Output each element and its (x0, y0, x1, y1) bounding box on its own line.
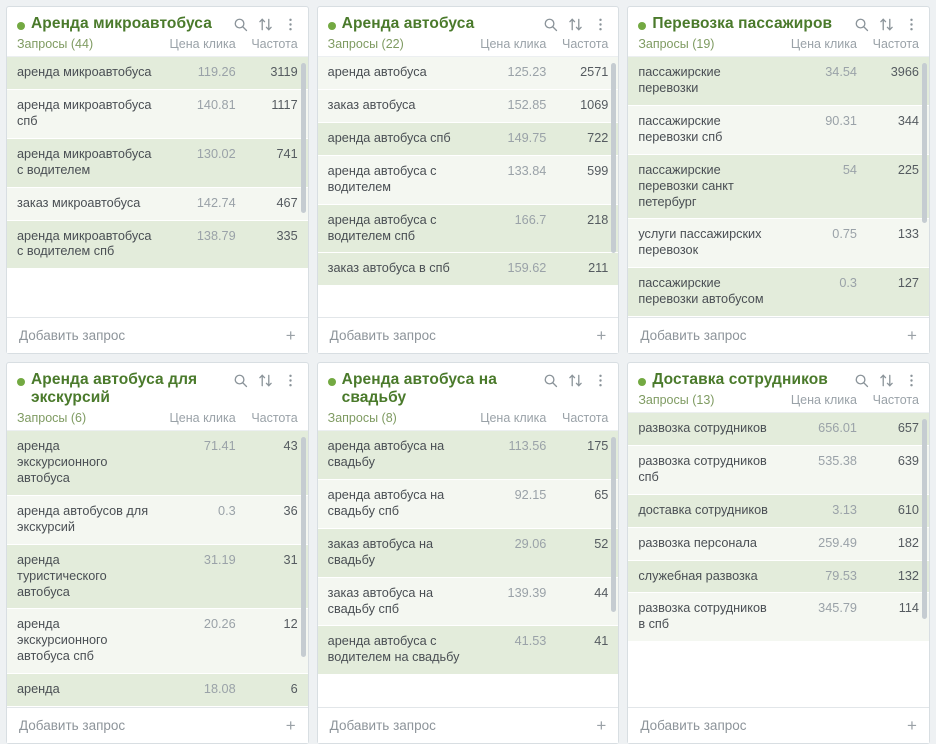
column-headers (7, 35, 308, 56)
table-row[interactable] (628, 219, 929, 268)
column-header-frequency: Частота (561, 37, 609, 52)
plus-icon: + (285, 715, 296, 735)
card-header (628, 363, 929, 391)
plus-icon: + (285, 325, 296, 345)
table-row[interactable] (7, 674, 308, 707)
plus-icon: + (907, 325, 917, 345)
click-price-value: 0.75 (832, 227, 857, 242)
card-title-wrap (328, 15, 536, 33)
card-title-wrap (17, 15, 225, 33)
click-price-value: 142.74 (196, 195, 236, 210)
table-row[interactable] (318, 253, 619, 286)
vertical-scrollbar[interactable] (611, 63, 616, 253)
query-count-label: Запросы (44) (17, 37, 94, 52)
vertical-scrollbar[interactable] (301, 63, 306, 213)
frequency-value: 133 (897, 227, 919, 242)
status-dot-icon (17, 22, 25, 30)
frequency-value: 1117 (271, 98, 298, 113)
keyword-text: служебная развозка (638, 568, 758, 583)
click-price-value: 152.85 (507, 98, 547, 113)
column-header-price: Цена клика (480, 411, 547, 426)
column-header-price: Цена клика (790, 37, 857, 52)
table-row[interactable] (318, 205, 619, 254)
table-row[interactable] (628, 593, 929, 642)
page-title: Аренда автобуса на свадьбу (341, 370, 497, 407)
plus-icon: + (596, 325, 607, 345)
keyword-text: заказ автобуса на свадьбу (327, 536, 434, 567)
vertical-scrollbar[interactable] (611, 437, 616, 612)
vertical-scrollbar[interactable] (922, 63, 927, 223)
click-price-value: 3.13 (832, 502, 857, 517)
keyword-text: аренда экскурсионного автобуса спб (17, 617, 108, 664)
table-row[interactable] (7, 139, 308, 188)
more-vertical-icon[interactable] (904, 373, 919, 388)
query-count-label: Запросы (13) (638, 393, 715, 408)
keyword-group-card (627, 6, 930, 354)
keyword-text: развозка сотрудников спб (638, 454, 767, 484)
keyword-text: аренда автобуса на свадьбу (327, 439, 445, 470)
frequency-value: 225 (897, 162, 919, 177)
add-query-label: Добавить запрос (329, 717, 436, 733)
more-vertical-icon[interactable] (593, 373, 608, 388)
keyword-text: аренда микроавтобуса (17, 65, 152, 80)
keyword-text: услуги пассажирских перевозок (638, 227, 762, 258)
click-price-value: 125.23 (507, 65, 547, 80)
frequency-value: 335 (276, 228, 298, 243)
table-row[interactable] (7, 431, 308, 496)
column-headers (318, 409, 619, 430)
column-headers (318, 35, 619, 56)
frequency-value: 639 (897, 454, 919, 469)
click-price-value: 92.15 (514, 488, 547, 503)
table-row[interactable] (7, 221, 308, 270)
frequency-value: 132 (897, 568, 919, 583)
add-query-label: Добавить запрос (19, 327, 126, 343)
keyword-text: аренда микроавтобуса с водителем спб (17, 228, 152, 259)
keyword-text: аренда автобуса на свадьбу спб (327, 488, 445, 519)
table-row[interactable] (318, 529, 619, 578)
click-price-value: 119.26 (197, 65, 236, 80)
frequency-value: 599 (587, 163, 609, 178)
click-price-value: 29.06 (514, 536, 547, 551)
add-query-button[interactable] (7, 707, 308, 743)
click-price-value: 54 (842, 162, 857, 177)
frequency-value: 741 (276, 146, 298, 161)
keyword-text: заказ микроавтобуса (17, 195, 141, 210)
sort-icon[interactable] (258, 373, 273, 388)
frequency-value: 2571 (580, 65, 609, 80)
frequency-value: 610 (897, 502, 919, 517)
click-price-value: 31.19 (203, 552, 236, 567)
keyword-group-card (627, 362, 930, 744)
frequency-value: 722 (587, 131, 609, 146)
frequency-value: 6 (290, 682, 298, 697)
add-query-button[interactable] (318, 707, 619, 743)
table-row[interactable] (7, 545, 308, 610)
click-price-value: 149.75 (507, 131, 547, 146)
search-icon[interactable] (543, 373, 558, 388)
column-header-price: Цена клика (169, 37, 236, 52)
column-headers (628, 35, 929, 56)
status-dot-icon (328, 22, 336, 30)
add-query-button[interactable] (628, 707, 929, 743)
vertical-scrollbar[interactable] (301, 437, 306, 657)
add-query-label: Добавить запрос (640, 327, 747, 343)
table-row[interactable] (7, 496, 308, 545)
card-header (628, 7, 929, 35)
table-row[interactable] (628, 155, 929, 220)
keyword-group-card (6, 362, 309, 744)
search-icon[interactable] (854, 17, 869, 32)
keyword-text: развозка персонала (638, 535, 757, 550)
table-row[interactable] (628, 561, 929, 594)
keyword-text: доставка сотрудников (638, 502, 768, 517)
click-price-value: 79.53 (825, 568, 857, 583)
click-price-value: 20.26 (203, 617, 236, 632)
frequency-value: 44 (594, 585, 609, 600)
table-row[interactable] (628, 495, 929, 528)
frequency-value: 41 (594, 634, 609, 649)
keyword-text: заказ автобуса (327, 98, 416, 113)
frequency-value: 175 (587, 439, 609, 454)
column-header-frequency: Частота (872, 393, 919, 408)
card-header (318, 7, 619, 35)
frequency-value: 3966 (890, 65, 919, 80)
table-row[interactable] (318, 626, 619, 675)
search-icon[interactable] (233, 17, 248, 32)
sort-icon[interactable] (568, 373, 583, 388)
keyword-text: пассажирские перевозки санкт петербург (638, 162, 734, 209)
frequency-value: 218 (587, 212, 609, 227)
keyword-group-card (317, 362, 620, 744)
page-title: Аренда автобуса для экскурсий (31, 370, 198, 407)
query-count-label: Запросы (8) (327, 411, 397, 426)
table-row[interactable] (7, 188, 308, 221)
click-price-value: 656.01 (818, 421, 857, 436)
page-title: Доставка сотрудников (652, 370, 828, 388)
table-row[interactable] (7, 609, 308, 674)
query-count-label: Запросы (6) (17, 411, 87, 426)
table-row[interactable] (628, 413, 929, 446)
column-header-frequency: Частота (251, 37, 298, 52)
keyword-text: аренда туристического автобуса (17, 552, 107, 599)
click-price-value: 345.79 (818, 601, 857, 616)
table-row[interactable] (318, 578, 619, 627)
frequency-value: 467 (276, 195, 298, 210)
page-title: Перевозка пассажиров (652, 15, 833, 32)
frequency-value: 127 (897, 276, 919, 291)
column-header-frequency: Частота (251, 411, 298, 426)
table-row[interactable] (628, 268, 929, 317)
keyword-text: развозка сотрудников в спб (638, 601, 767, 632)
keyword-text: заказ автобуса на свадьбу спб (327, 585, 434, 616)
card-actions (233, 371, 298, 388)
frequency-value: 43 (283, 439, 298, 454)
keyword-text: пассажирские перевозки автобусом (638, 276, 764, 307)
add-query-button[interactable] (628, 317, 929, 353)
keyword-group-card (6, 6, 309, 354)
column-header-price: Цена клика (480, 37, 547, 52)
keyword-text: развозка сотрудников (638, 421, 767, 436)
frequency-value: 114 (898, 601, 919, 616)
column-header-price: Цена клика (169, 411, 236, 426)
card-header (7, 7, 308, 35)
click-price-value: 138.79 (196, 228, 236, 243)
click-price-value: 139.39 (507, 585, 547, 600)
status-dot-icon (328, 378, 336, 386)
keyword-text: аренда автобусов для экскурсий (17, 504, 149, 534)
keyword-text: аренда автобуса с водителем (327, 163, 437, 194)
column-header-frequency: Частота (872, 37, 919, 52)
click-price-value: 166.7 (514, 212, 547, 227)
card-title-wrap (328, 371, 536, 408)
status-dot-icon (638, 22, 646, 30)
more-vertical-icon[interactable] (593, 17, 608, 32)
table-row[interactable] (318, 156, 619, 205)
column-headers (7, 409, 308, 430)
add-query-label: Добавить запрос (640, 717, 747, 733)
add-query-label: Добавить запрос (19, 717, 126, 733)
plus-icon: + (907, 715, 917, 735)
add-query-button[interactable] (7, 317, 308, 353)
keyword-text: аренда автобуса с водителем спб (327, 212, 437, 243)
keyword-text: аренда микроавтобуса с водителем (17, 146, 152, 177)
keyword-list (318, 430, 619, 707)
card-header (7, 363, 308, 410)
keyword-text: аренда микроавтобуса спб (17, 98, 152, 129)
frequency-value: 12 (283, 617, 298, 632)
keyword-text: аренда автобуса (327, 65, 427, 80)
click-price-value: 259.49 (818, 535, 857, 550)
card-actions (543, 371, 608, 388)
column-header-frequency: Частота (561, 411, 609, 426)
click-price-value: 159.62 (507, 261, 547, 276)
table-row[interactable] (318, 123, 619, 156)
table-row[interactable] (318, 57, 619, 90)
click-price-value: 71.41 (203, 439, 236, 454)
add-query-label: Добавить запрос (329, 327, 436, 343)
table-row[interactable] (318, 431, 619, 480)
keyword-text: аренда автобуса спб (327, 131, 451, 146)
more-vertical-icon[interactable] (283, 17, 298, 32)
card-actions (233, 15, 298, 32)
card-title-wrap (638, 371, 846, 389)
frequency-value: 1069 (580, 98, 609, 113)
table-row[interactable] (628, 528, 929, 561)
status-dot-icon (17, 378, 25, 386)
sort-icon[interactable] (258, 17, 273, 32)
page-title: Аренда микроавтобуса (31, 15, 212, 32)
card-actions (854, 15, 919, 32)
click-price-value: 130.02 (196, 146, 236, 161)
click-price-value: 0.3 (839, 276, 857, 291)
vertical-scrollbar[interactable] (922, 419, 927, 619)
keyword-text: заказ автобуса в спб (327, 261, 450, 276)
frequency-value: 657 (897, 421, 919, 436)
table-row[interactable] (628, 106, 929, 155)
frequency-value: 3119 (270, 65, 298, 80)
sort-icon[interactable] (568, 17, 583, 32)
keyword-list (318, 56, 619, 317)
keyword-text: аренда (17, 682, 60, 697)
click-price-value: 18.08 (203, 682, 236, 697)
keyword-text: аренда экскурсионного автобуса (17, 439, 108, 486)
table-row[interactable] (7, 90, 308, 139)
search-icon[interactable] (854, 373, 869, 388)
frequency-value: 344 (897, 114, 919, 129)
more-vertical-icon[interactable] (904, 17, 919, 32)
click-price-value: 140.81 (196, 98, 236, 113)
table-row[interactable] (318, 90, 619, 123)
sort-icon[interactable] (879, 373, 894, 388)
card-title-wrap (638, 15, 846, 33)
keyword-text: пассажирские перевозки спб (638, 114, 723, 144)
keyword-list (628, 56, 929, 317)
table-row[interactable] (628, 57, 929, 106)
frequency-value: 31 (283, 552, 298, 567)
sort-icon[interactable] (879, 17, 894, 32)
frequency-value: 52 (594, 536, 609, 551)
status-dot-icon (638, 378, 646, 386)
click-price-value: 535.38 (818, 454, 857, 469)
table-row[interactable] (628, 446, 929, 495)
frequency-value: 182 (897, 535, 919, 550)
frequency-value: 36 (283, 504, 298, 519)
keyword-list (628, 412, 929, 707)
column-headers (628, 391, 929, 412)
keyword-list (7, 56, 308, 317)
more-vertical-icon[interactable] (283, 373, 298, 388)
frequency-value: 211 (588, 261, 609, 276)
query-count-label: Запросы (19) (638, 37, 715, 52)
table-row[interactable] (318, 480, 619, 529)
query-count-label: Запросы (22) (327, 37, 404, 52)
keyword-text: пассажирские перевозки (638, 65, 721, 96)
frequency-value: 65 (594, 488, 609, 503)
page-title: Аренда автобуса (341, 15, 475, 32)
card-actions (854, 371, 919, 388)
click-price-value: 90.31 (825, 114, 857, 129)
add-query-button[interactable] (318, 317, 619, 353)
table-row[interactable] (7, 57, 308, 90)
click-price-value: 0.3 (218, 504, 236, 519)
keyword-text: аренда автобуса с водителем на свадьбу (327, 634, 460, 665)
search-icon[interactable] (543, 17, 558, 32)
click-price-value: 133.84 (507, 163, 547, 178)
column-header-price: Цена клика (790, 393, 857, 408)
click-price-value: 113.56 (508, 439, 547, 454)
card-header (318, 363, 619, 410)
click-price-value: 41.53 (514, 634, 547, 649)
search-icon[interactable] (233, 373, 248, 388)
keyword-list (7, 430, 308, 707)
card-title-wrap (17, 371, 225, 408)
keyword-group-card (317, 6, 620, 354)
click-price-value: 34.54 (825, 65, 857, 80)
card-actions (543, 15, 608, 32)
plus-icon: + (596, 715, 607, 735)
